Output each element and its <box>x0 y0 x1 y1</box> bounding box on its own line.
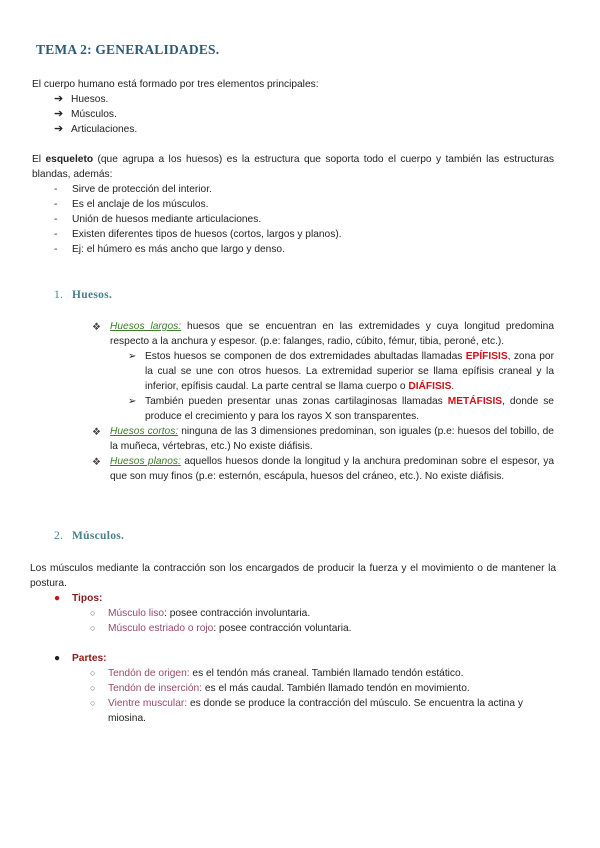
intro-item: ➔ Músculos. <box>54 108 117 120</box>
circle-bullet-icon: ○ <box>90 698 96 708</box>
partes-label: ● Partes: <box>54 653 107 664</box>
list-item-huesos-cortos: ❖ Huesos cortos: ninguna de las 3 dimensiones predominan, son iguales (p.e: huesos del tobillo, de la muñeca, vértebras, etc.) No existe diáfisis. <box>92 426 554 452</box>
skeleton-item: - Existen diferentes tipos de huesos (cortos, largos y planos). <box>54 229 342 240</box>
skeleton-item: - Ej: el húmero es más ancho que largo y denso. <box>54 244 285 255</box>
arrow-icon: ➔ <box>54 108 64 120</box>
intro-item: ➔ Articulaciones. <box>54 123 138 135</box>
arrowhead-bullet-icon: ➢ <box>128 396 137 407</box>
list-item-huesos-largos: ❖ Huesos largos: huesos que se encuentran en las extremidades y cuya longitud predomina respecto a la anchura y espesor. (p.e: falanges, radio, cúbito, fémur, tibia, peroné, etc.). <box>92 321 554 347</box>
parte-item: ○ Vientre muscular: es donde se produce la contracción del músculo. Se encuentra la actina y miosina. <box>90 698 523 724</box>
arrow-icon: ➔ <box>54 123 64 135</box>
list-item-huesos-planos: ❖ Huesos planos: aquellos huesos donde la longitud y la anchura predominan sobre el espesor, ya que son muy finos (p.e: esternón, escápula, huesos del cráneo, etc.). No existe diáfisis. <box>92 456 554 482</box>
musculos-intro: Los músculos mediante la contracción son los encargados de producir la fuerza y el movimiento o de mantener la postura. <box>30 563 556 589</box>
diamond-bullet-icon: ❖ <box>92 427 101 438</box>
circle-bullet-icon: ○ <box>90 608 96 618</box>
circle-bullet-icon: ○ <box>90 623 96 633</box>
circle-bullet-icon: ○ <box>90 668 96 678</box>
bullet-dot-icon: ● <box>54 653 61 664</box>
skeleton-item: - Sirve de protección del interior. <box>54 184 212 195</box>
tipo-item: ○ Músculo liso: posee contracción involuntaria. <box>90 608 311 619</box>
parte-item: ○ Tendón de inserción: es el más caudal. También llamado tendón en movimiento. <box>90 683 470 694</box>
page-title: TEMA 2: GENERALIDADES. <box>36 42 220 57</box>
bullet-dot-icon: ● <box>54 593 61 604</box>
diamond-bullet-icon: ❖ <box>92 322 101 333</box>
section-heading-musculos: 2. Músculos. <box>54 530 125 542</box>
intro-text: El cuerpo humano está formado por tres elementos principales: <box>32 79 319 90</box>
sub-item-metafisis: ➢ También pueden presentar unas zonas cartilaginosas llamadas METÁFISIS, donde se produce el crecimiento y para los rayos X son transparentes. <box>128 396 554 422</box>
intro-item: ➔ Huesos. <box>54 93 109 105</box>
tipo-item: ○ Músculo estriado o rojo: posee contracción voluntaria. <box>90 623 352 634</box>
arrow-icon: ➔ <box>54 93 64 105</box>
tipos-label: ● Tipos: <box>54 593 103 604</box>
arrowhead-bullet-icon: ➢ <box>128 351 137 362</box>
parte-item: ○ Tendón de origen: es el tendón más craneal. También llamado tendón estático. <box>90 668 464 679</box>
skeleton-item: - Unión de huesos mediante articulaciones. <box>54 214 262 225</box>
skeleton-paragraph: El esqueleto (que agrupa a los huesos) es la estructura que soporta todo el cuerpo y también las estructuras blandas, además: <box>32 154 554 180</box>
diamond-bullet-icon: ❖ <box>92 457 101 468</box>
section-heading-huesos: 1. Huesos. <box>54 289 113 301</box>
skeleton-item: - Es el anclaje de los músculos. <box>54 199 209 210</box>
sub-item-epifisis: ➢ Estos huesos se componen de dos extremidades abultadas llamadas EPÍFISIS, zona por la cual se une con otros huesos. La extremidad superior se llama epífisis craneal y la inferior, epífisis caudal. La parte central se llama cuerpo o DIÁFISIS. <box>128 351 554 392</box>
circle-bullet-icon: ○ <box>90 683 96 693</box>
